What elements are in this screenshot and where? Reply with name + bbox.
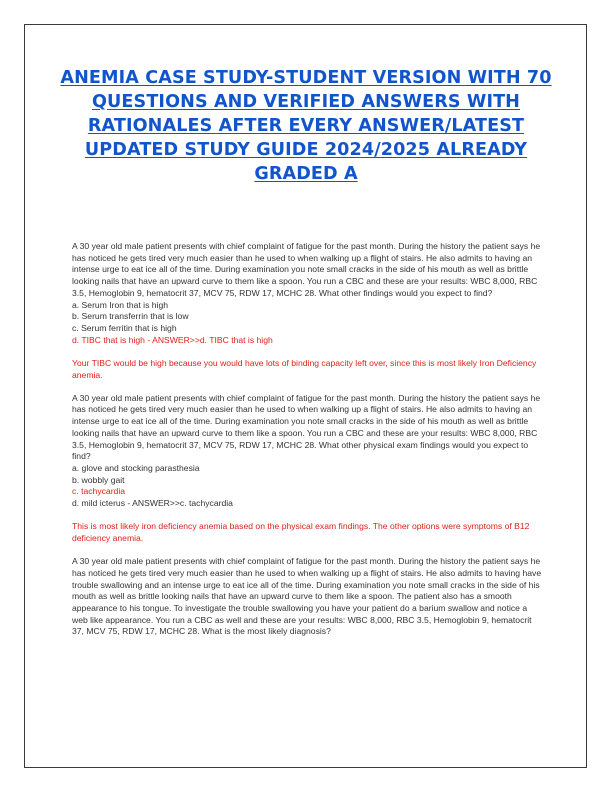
question-1-option-c: c. Serum ferritin that is high — [72, 322, 177, 333]
question-2-answer: d. mild icterus - ANSWER>>c. tachycardia — [72, 498, 233, 509]
document-body — [72, 241, 542, 650]
question-3 — [72, 556, 542, 638]
question-1-stem: A 30 year old male patient presents with chief complaint of fatigue for the past month. During the history the patient says he has noticed he gets tired very much easier than he used to when walking up a flight of stairs. He also admits to having an intense urge to eat ice all of the time. During examination you note small cracks in the side of his mouth as well as brittle looking nails that have an upward curve to them like a spoon. You run a CBC and these are your results: WBC 8,000, RBC 3.5, Hemoglobin 9, hematocrit 37, MCV 75, RDW 17, MCHC 28. What other findings would you expect to find? — [72, 241, 541, 298]
question-2-option-c: c. tachycardia — [72, 486, 126, 497]
question-2 — [72, 393, 542, 510]
question-2-option-b: b. wobbly gait — [72, 474, 125, 485]
question-1 — [72, 241, 542, 346]
question-1-option-a: a. Serum Iron that is high — [72, 299, 169, 310]
question-2-option-a: a. glove and stocking parasthesia — [72, 462, 200, 473]
question-1-rationale: Your TIBC would be high because you would have lots of binding capacity left over, since this is most likely Iron Deficiency anemia. — [72, 357, 537, 380]
document-title[interactable]: ANEMIA CASE STUDY-STUDENT VERSION WITH 70 QUESTIONS AND VERIFIED ANSWERS WITH RATIONALES AFTER EVERY ANSWER/LATEST UPDATED STUDY GUIDE 2024/2025 ALREADY GRADED A — [60, 68, 552, 184]
question-3-stem: A 30 year old male patient presents with chief complaint of fatigue for the past month. During the history the patient says he has noticed he gets tired very much easier than he used to when walking up a flight of stairs. He also admits to having have trouble swallowing and an intense urge to eat ice all of the time. During examination you note small cracks in the side of his mouth as well as brittle looking nails that have an upward curve to them like a spoon. The patient also has a smooth appearance to his tongue. To investigate the trouble swallowing you have your patient do a barium swallow and notice a web like appearance. You run a CBC as well and these are your results: WBC 8,000, RBC 3.5, Hemoglobin 9, hematocrit 37, MCV 75, RDW 17, MCHC 28. What is the most likely diagnosis? — [72, 556, 542, 637]
question-2-rationale: This is most likely iron deficiency anemia based on the physical exam findings. The other options were symptoms of B12 deficiency anemia. — [72, 521, 530, 543]
question-1-option-b: b. Serum transferrin that is low — [72, 311, 189, 322]
question-1-answer: d. TIBC that is high - ANSWER>>d. TIBC that is high — [72, 334, 273, 345]
question-2-stem: A 30 year old male patient presents with chief complaint of fatigue for the past month. During the history the patient says he has noticed he gets tired very much easier than he used to when walking up a flight of stairs. He also admits to having an intense urge to eat ice all of the time. During examination you note small cracks in the side of his mouth as well as brittle looking nails that have an upward curve to them like a spoon. You run a CBC and these are your results: WBC 8,000, RBC 3.5, Hemoglobin 9, hematocrit 37, MCV 75, RDW 17, MCHC 28. What other physical exam findings would you expect to find? — [72, 392, 541, 462]
